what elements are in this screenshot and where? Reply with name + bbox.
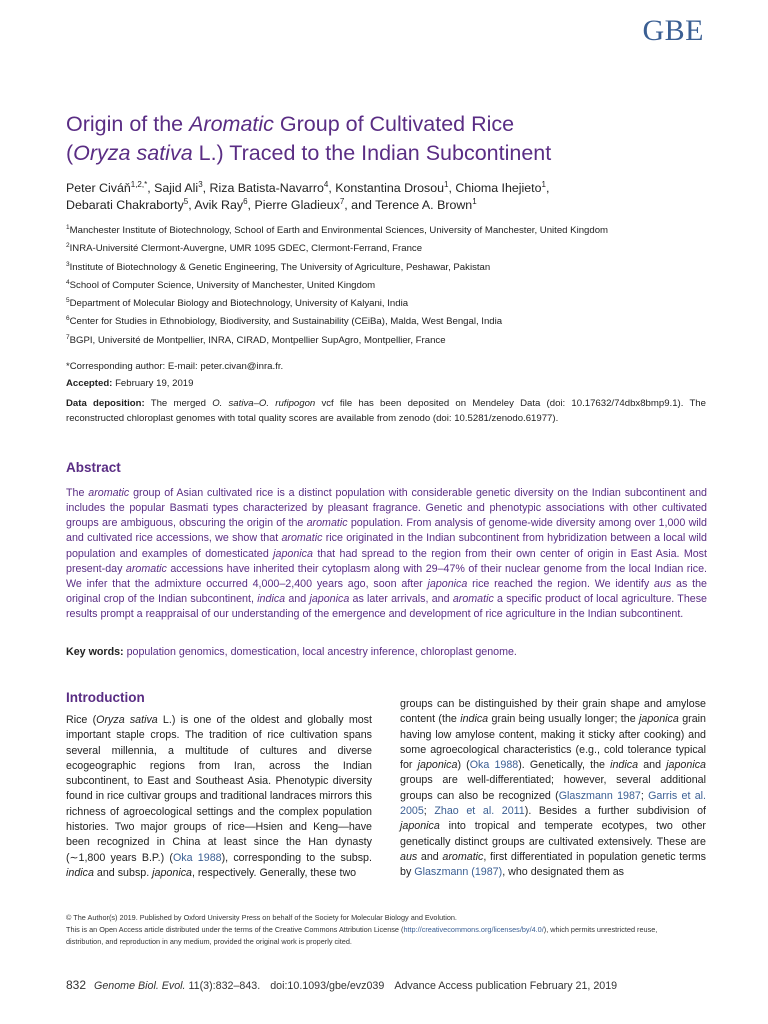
doi: doi:10.1093/gbe/evz039 [270,980,385,992]
author-list: Peter Civáň$^{1,2,*}$, Sajid Ali$^3$, Riza Batista-Navarro$^4$, Konstantina Drosou$^1$, Chioma Ihejieto$^1$, Debarati Chakraborty$^5$, Avik Ray$^6$, Pierre Gladieux$^7$, and Terence A. Brown$^1$ [66,179,550,212]
advance-access: Advance Access publication February 21, 2019 [394,980,618,992]
page-footer [66,978,706,992]
introduction-column-right: groups can be distinguished by their grain shape and amylose content (the indica grain being usually longer; the japonica grain having low amylose content, making it sticky after cooking) and some agroecological characteristics (e.g., cold tolerance typical for japonica) (Oka 1988). Genetically, the indica and japonica groups are well-differentiated; however, several additional groups can also be recognized (Glaszmann 1987; Garris et al. 2005; Zhao et al. 2011). Besides a further subdivision of japonica into tropical and temperate ecotypes, two other genetically distinct groups are cultivated extensively. These are aus and aromatic, first differentiated in population genetic terms by Glaszmann (1987), who designated them as [400,698,706,879]
abstract-text: The aromatic group of Asian cultivated rice is a distinct population with considerable genetic diversity on the Indian subcontinent and includes the popular Basmati types characterized by pleasant fragrance. Genetic and phenotypic associations with other cultivated groups are ambiguous, obscuring the origin of the aromatic population. From analysis of genome-wide diversity among over 1,000 wild and cultivated rice accessions, we show that aromatic rice originated in the Indian subcontinent from hybridization between a local wild population and examples of domesticated japonica that had spread to the region from their own center of origin in East Asia. Most present-day aromatic accessions have inherited their cytoplasm along with 29–47% of their nuclear genome from the local Indian rice. We infer that the admixture occurred 4,000–2,400 years ago, soon after japonica rice reached the region. We identify aus as the original crop of the Indian subcontinent, indica and japonica as later arrivals, and aromatic a specific product of local agriculture. These results prompt a reappraisal of our understanding of the emergence and development of rice agriculture in the Indian subcontinent. [66,487,708,621]
page-number: 832 [66,978,87,992]
copyright-notice [66,912,706,948]
author: Riza Batista-Navarro$^4$ [209,179,329,195]
citation-link[interactable]: Oka 1988 [469,759,519,772]
copyright-line: © The Author(s) 2019. Published by Oxford University Press on behalf of the Society for Molecular Biology and Evolution. [66,913,457,922]
affiliation: $^5$Department of Molecular Biology and Biotechnology, University of Kalyani, India [66,297,409,310]
volume: 11(3):832–843. [188,980,261,992]
introduction-column-left: Rice (Oryza sativa L.) is one of the oldest and globally most important staple crops. The tradition of rice cultivation spans several millennia, a multitude of cultures and diverse ecogeographic regions from Iran, across the Indian subcontinent, to East and Southeast Asia. Phenotypic diversity found in rice cultivar groups and traditional landraces mirrors this richness of agroecological settings and the complex population histories. Two major groups of rice—Hsien and Keng—have been recognized in China at least since the Han dynasty (∼1,800 years B.P.) (Oka 1988), corresponding to the subsp. indica and subsp. japonica, respectively. Generally, these two [66,714,372,879]
data-deposition: Data deposition: The merged O. sativa–O. rufipogon vcf file has been deposited on Mendeley Data (doi: 10.17632/74dbx8bmp9.1). The reconstructed chloroplast genomes with total quality scores are available from zenodo (doi: 10.5281/zenodo.61977). [66,398,706,424]
affiliation: $^3$Institute of Biotechnology & Genetic Engineering, The University of Agriculture, Peshawar, Pakistan [66,260,491,273]
author: Peter Civáň$^{1,2,*}$ [66,179,148,195]
author: Konstantina Drosou$^1$ [335,179,449,195]
citation-link[interactable]: Zhao et al. 2011 [434,805,525,818]
article-title: Origin of the Aromatic Group of Cultivated Rice (Oryza sativa L.) Traced to the Indian Subcontinent [66,112,552,165]
affiliation: $^1$Manchester Institute of Biotechnology, School of Earth and Environmental Sciences, University of Manchester, United Kingdom [66,224,609,237]
journal-abbrev: Genome Biol. Evol. [94,980,186,992]
affiliation: $^7$BGPI, Université de Montpellier, INRA, CIRAD, Montpellier SupAgro, Montpellier, France [66,333,446,346]
license-line: This is an Open Access article distributed under the terms of the Creative Commons Attribution License (http://creativecommons.org/licenses/by/4.0/), which permits unrestricted reuse, [66,925,658,934]
corresponding-author: *Corresponding author: E-mail: peter.civan@inra.fr. [66,361,284,372]
author: Terence A. Brown$^1$ [375,196,477,212]
citation-link[interactable]: Glaszmann 1987 [558,789,641,802]
citation-link[interactable]: Garris et al. 2005 [400,789,706,818]
author: Sajid Ali$^3$ [154,179,203,195]
license-link[interactable]: http://creativecommons.org/licenses/by/4.0/ [403,925,544,934]
citation-link[interactable]: Glaszmann (1987) [414,866,503,879]
affiliation-list [66,221,706,349]
affiliation: $^4$School of Computer Science, University of Manchester, United Kingdom [66,278,376,292]
author: Chioma Ihejieto$^1$ [455,179,546,195]
affiliation: $^6$Center for Studies in Ethnobiology, Biodiversity, and Sustainability (CEiBa), Malda, West Bengal, India [66,315,503,328]
author: Avik Ray$^6$ [194,196,248,212]
keywords: Key words: population genomics, domestication, local ancestry inference, chloroplast genome. [66,646,517,658]
accepted-date: Accepted: February 19, 2019 [66,378,194,389]
affiliation: $^2$INRA-Université Clermont-Auvergne, UMR 1095 GDEC, Clermont-Ferrand, France [66,242,423,255]
license-line: distribution, and reproduction in any medium, provided the original work is properly cited. [66,937,352,946]
author: Debarati Chakraborty$^5$ [66,196,189,212]
introduction-heading: Introduction [66,690,145,705]
abstract-heading: Abstract [66,460,121,475]
journal-logo: GBE [642,14,704,47]
author: Pierre Gladieux$^7$ [254,196,345,212]
citation-link[interactable]: Oka 1988 [172,851,222,864]
